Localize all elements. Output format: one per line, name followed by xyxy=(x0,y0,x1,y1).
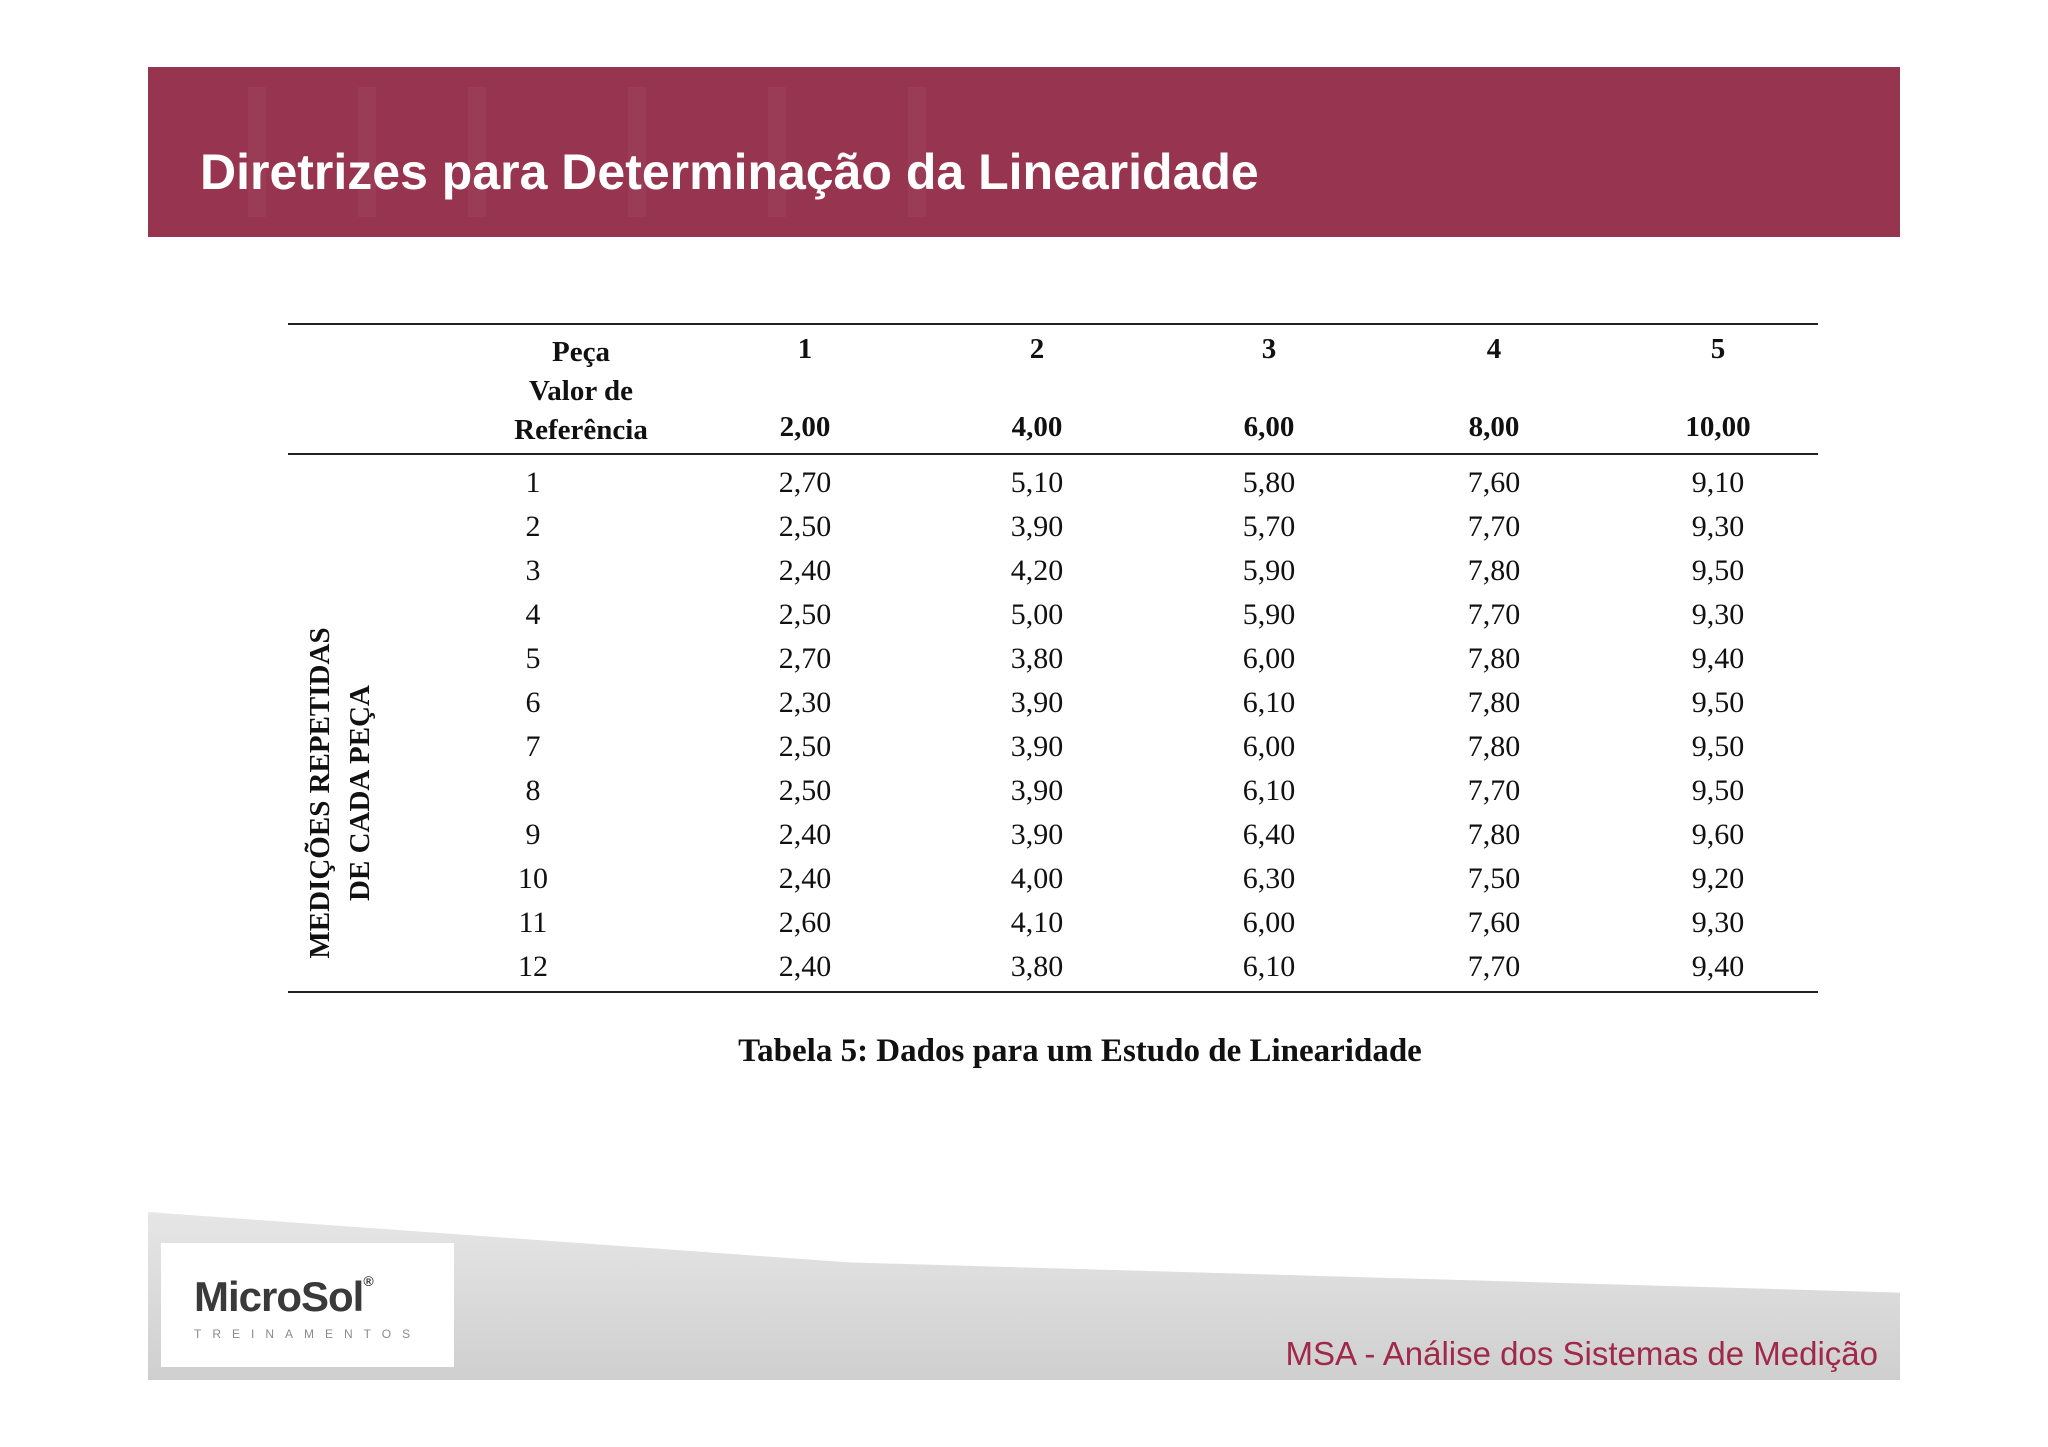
reference-value-1: 2,00 xyxy=(779,411,831,443)
page-title: Diretrizes para Determinação da Linearidade xyxy=(200,144,1259,200)
logo xyxy=(161,1243,454,1367)
measurement-cell: 3,80 xyxy=(1010,950,1064,983)
trial-number: 9 xyxy=(525,818,541,851)
header-banner xyxy=(148,67,1900,237)
measurement-cell: 5,00 xyxy=(1010,598,1064,631)
trial-number: 5 xyxy=(525,642,541,675)
measurement-cell: 9,50 xyxy=(1691,730,1745,763)
part-number-4: 4 xyxy=(1486,333,1502,365)
measurement-cell: 2,60 xyxy=(778,906,832,939)
measurement-cell: 2,50 xyxy=(778,774,832,807)
trial-number: 11 xyxy=(518,906,548,939)
measurement-cell: 2,40 xyxy=(778,818,832,851)
measurement-cell: 7,70 xyxy=(1467,774,1521,807)
measurement-cell: 2,30 xyxy=(778,686,832,719)
reference-label-line1: Valor de xyxy=(529,375,633,407)
table-header-rule xyxy=(288,453,1818,455)
measurement-cell: 9,30 xyxy=(1691,598,1745,631)
measurement-cell: 4,20 xyxy=(1010,554,1064,587)
trial-number: 7 xyxy=(525,730,541,763)
measurement-cell: 5,10 xyxy=(1010,466,1064,499)
measurement-cell: 2,40 xyxy=(778,554,832,587)
trial-number: 1 xyxy=(525,466,541,499)
measurement-cell: 2,40 xyxy=(778,950,832,983)
part-number-5: 5 xyxy=(1710,333,1726,365)
measurement-cell: 3,90 xyxy=(1010,510,1064,543)
linearity-data-table xyxy=(288,323,1818,1103)
measurement-cell: 9,40 xyxy=(1691,642,1745,675)
logo-subtitle: TREINAMENTOS xyxy=(194,1327,422,1341)
part-number-1: 1 xyxy=(797,333,813,365)
measurement-cell: 5,70 xyxy=(1242,510,1296,543)
measurement-cell: 7,50 xyxy=(1467,862,1521,895)
measurement-cell: 6,10 xyxy=(1242,686,1296,719)
header-label-column xyxy=(476,333,686,450)
measurement-cell: 9,30 xyxy=(1691,906,1745,939)
measurement-cell: 6,10 xyxy=(1242,774,1296,807)
measurement-cell: 7,60 xyxy=(1467,466,1521,499)
reference-value-4: 8,00 xyxy=(1468,411,1520,443)
measurement-cell: 4,00 xyxy=(1010,862,1064,895)
logo-name: MicroSol xyxy=(194,1273,364,1320)
part-number-3: 3 xyxy=(1261,333,1277,365)
trial-number: 10 xyxy=(518,862,548,895)
measurement-cell: 2,50 xyxy=(778,598,832,631)
trial-number: 4 xyxy=(525,598,541,631)
reference-label-line2: Referência xyxy=(514,414,648,446)
measurement-cell: 6,00 xyxy=(1242,730,1296,763)
measurement-cell: 6,00 xyxy=(1242,642,1296,675)
measurement-cell: 4,10 xyxy=(1010,906,1064,939)
measurement-cell: 7,70 xyxy=(1467,598,1521,631)
trial-number: 6 xyxy=(525,686,541,719)
measurement-cell: 5,90 xyxy=(1242,554,1296,587)
reference-value-2: 4,00 xyxy=(1011,411,1063,443)
logo-registered-mark: ® xyxy=(363,1273,373,1289)
measurement-cell: 9,50 xyxy=(1691,686,1745,719)
reference-value-3: 6,00 xyxy=(1243,411,1295,443)
side-label-line2: DE CADA PEÇA xyxy=(344,685,376,901)
measurement-cell: 9,50 xyxy=(1691,554,1745,587)
measurement-cell: 2,50 xyxy=(778,730,832,763)
measurement-cell: 2,50 xyxy=(778,510,832,543)
measurement-cell: 9,30 xyxy=(1691,510,1745,543)
table-top-rule xyxy=(288,323,1818,325)
reference-value-5: 10,00 xyxy=(1685,411,1751,443)
side-label xyxy=(300,583,380,1003)
trial-number: 3 xyxy=(525,554,541,587)
measurement-cell: 7,70 xyxy=(1467,510,1521,543)
measurement-cell: 3,80 xyxy=(1010,642,1064,675)
trial-number: 8 xyxy=(525,774,541,807)
measurement-cell: 5,90 xyxy=(1242,598,1296,631)
part-label: Peça xyxy=(552,336,610,368)
measurement-cell: 3,90 xyxy=(1010,818,1064,851)
measurement-cell: 7,80 xyxy=(1467,730,1521,763)
side-label-line1: MEDIÇÕES REPETIDAS xyxy=(304,627,336,959)
measurement-cell: 6,10 xyxy=(1242,950,1296,983)
measurement-cell: 7,80 xyxy=(1467,686,1521,719)
measurement-cell: 2,70 xyxy=(778,466,832,499)
trial-number: 12 xyxy=(518,950,548,983)
footer-text: MSA - Análise dos Sistemas de Medição xyxy=(1285,1335,1878,1372)
measurement-cell: 9,60 xyxy=(1691,818,1745,851)
measurement-cell: 2,70 xyxy=(778,642,832,675)
measurement-cell: 9,50 xyxy=(1691,774,1745,807)
table-caption: Tabela 5: Dados para um Estudo de Linearidade xyxy=(738,1033,1422,1069)
measurement-cell: 3,90 xyxy=(1010,730,1064,763)
measurement-cell: 6,40 xyxy=(1242,818,1296,851)
measurement-cell: 9,10 xyxy=(1691,466,1745,499)
table-bottom-rule xyxy=(288,991,1818,993)
measurement-cell: 7,80 xyxy=(1467,642,1521,675)
trial-number: 2 xyxy=(525,510,541,543)
measurement-cell: 7,80 xyxy=(1467,818,1521,851)
part-number-2: 2 xyxy=(1029,333,1045,365)
measurement-cell: 5,80 xyxy=(1242,466,1296,499)
measurement-cell: 6,30 xyxy=(1242,862,1296,895)
measurement-cell: 6,00 xyxy=(1242,906,1296,939)
measurement-cell: 9,40 xyxy=(1691,950,1745,983)
measurement-cell: 7,60 xyxy=(1467,906,1521,939)
measurement-cell: 7,80 xyxy=(1467,554,1521,587)
measurement-cell: 2,40 xyxy=(778,862,832,895)
measurement-cell: 3,90 xyxy=(1010,686,1064,719)
measurement-cell: 3,90 xyxy=(1010,774,1064,807)
measurement-cell: 9,20 xyxy=(1691,862,1745,895)
measurement-cell: 7,70 xyxy=(1467,950,1521,983)
